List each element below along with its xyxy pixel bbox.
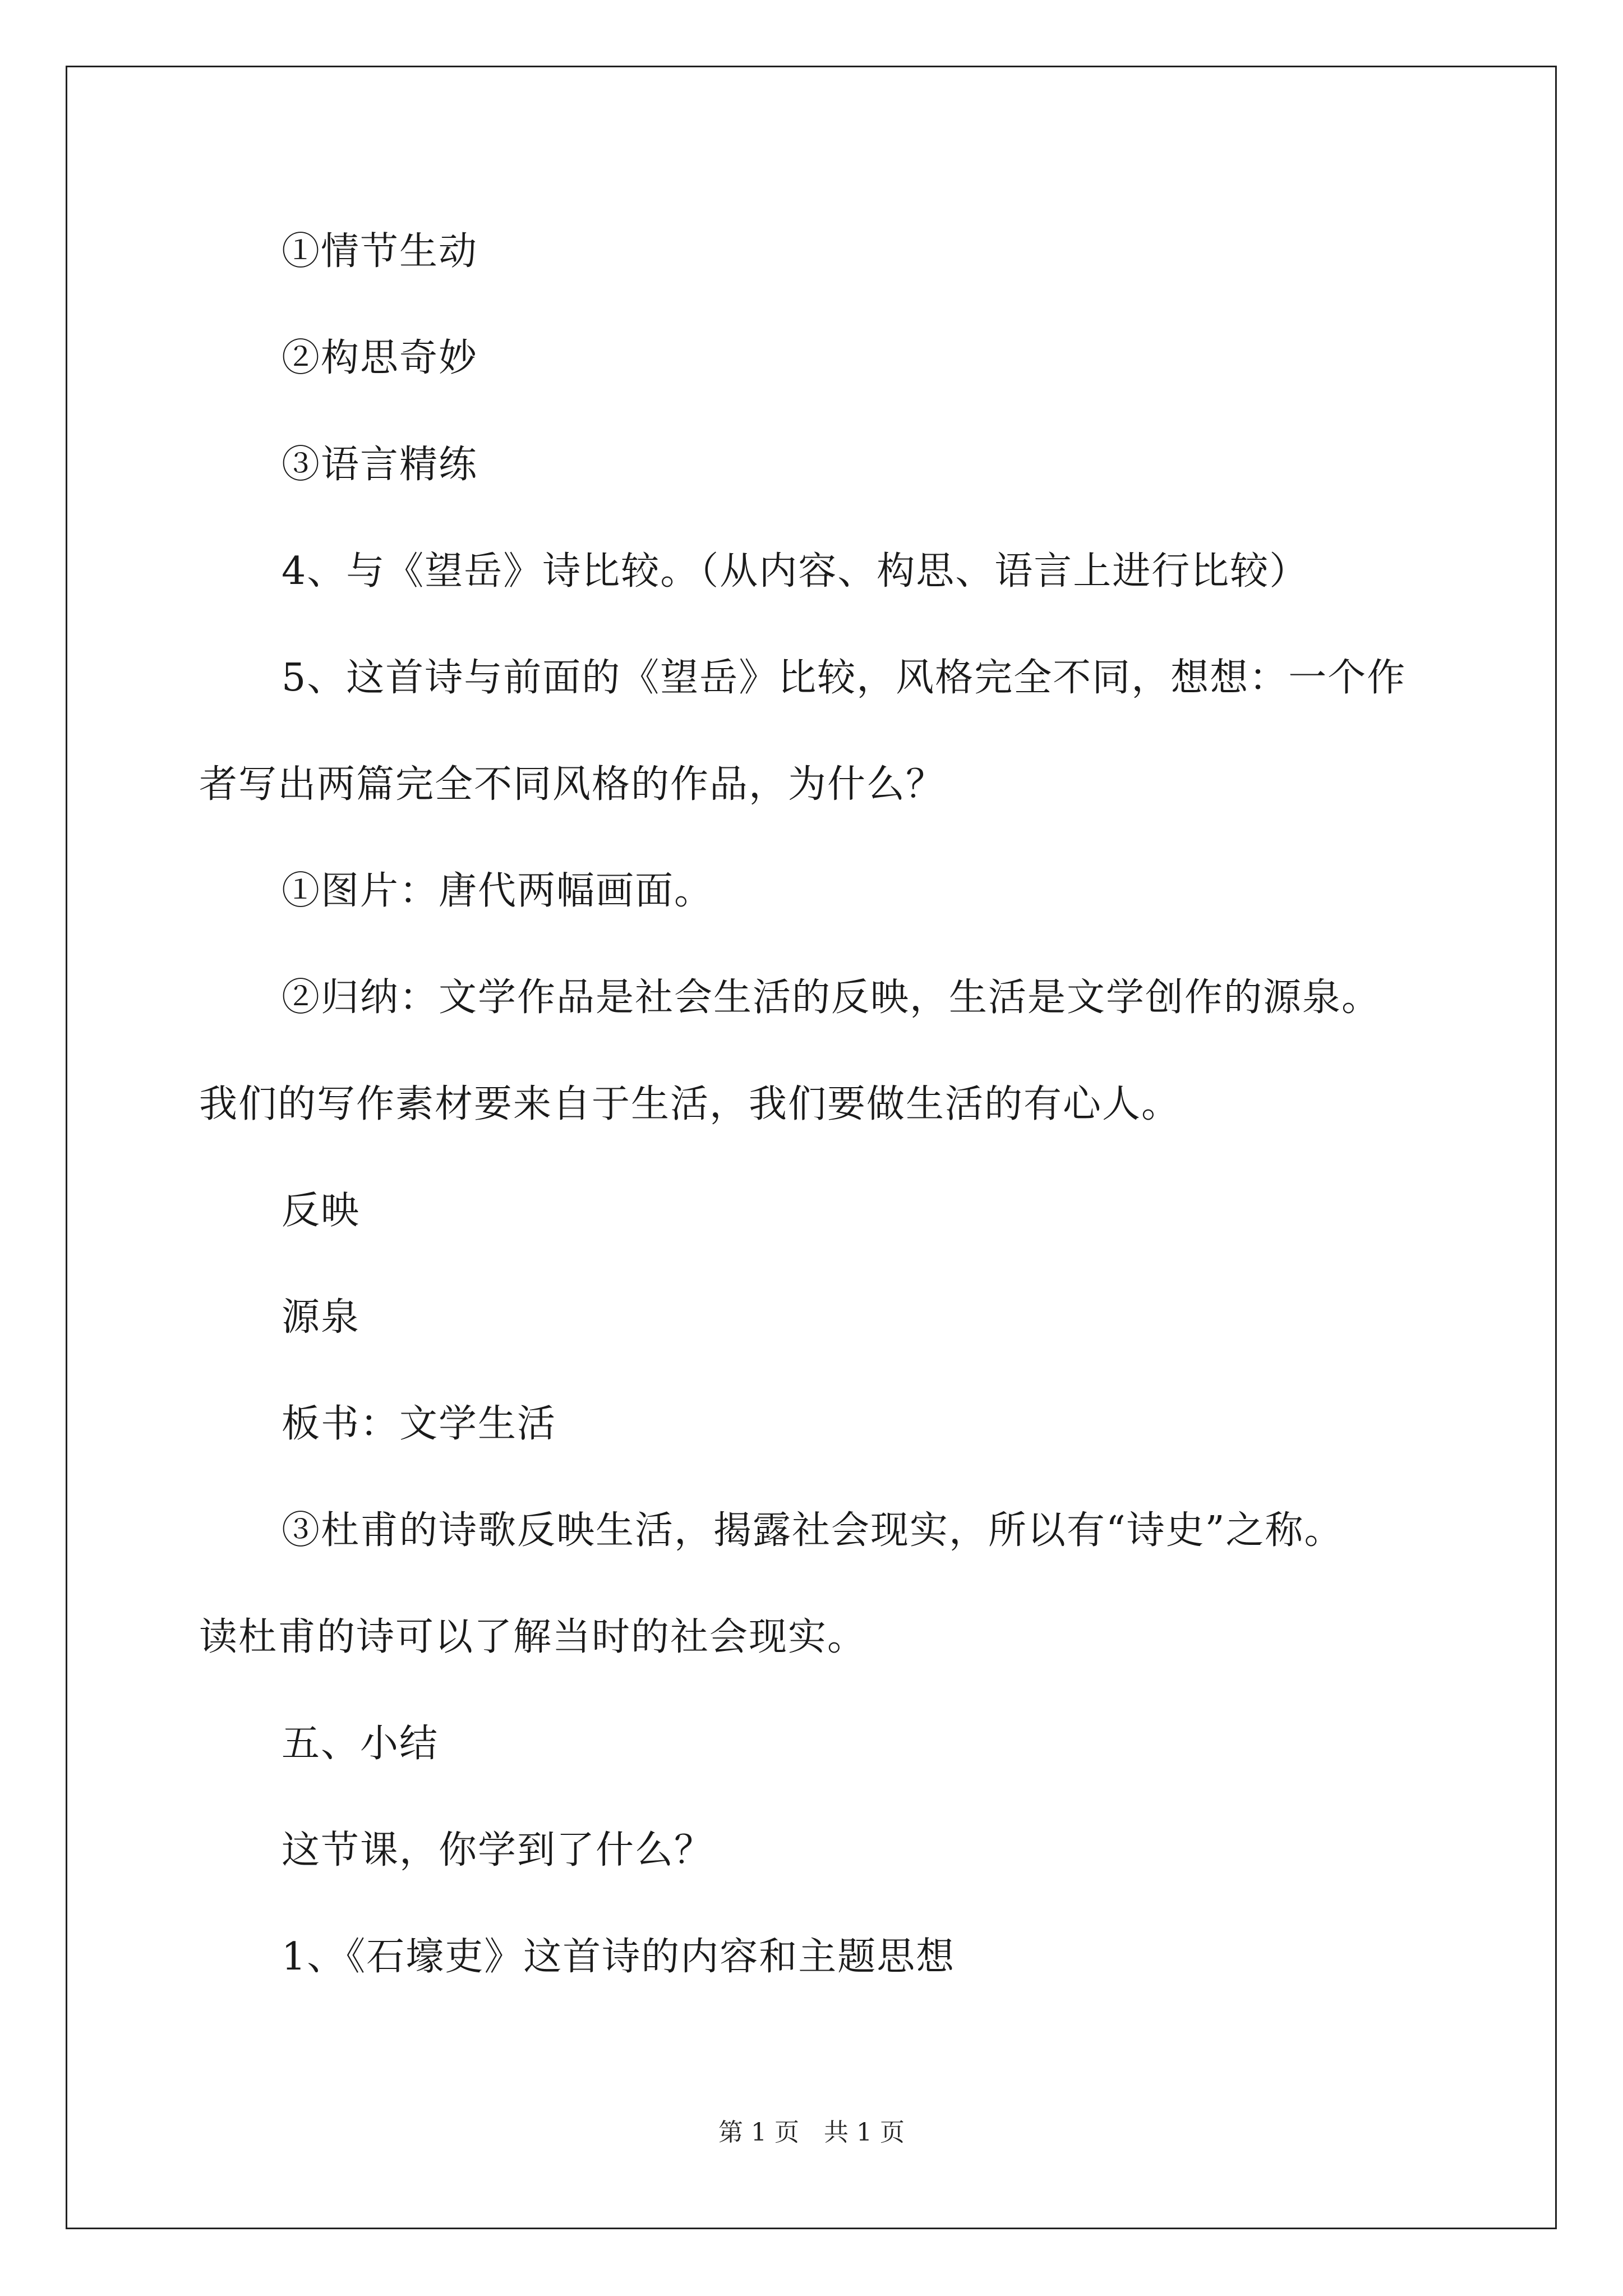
- paragraph-continuation: 者写出两篇完全不同风格的作品，为什么？: [199, 762, 946, 807]
- paragraph: ①情节生动: [282, 229, 478, 274]
- paragraph: 4、与《望岳》诗比较。（从内容、构思、语言上进行比较）: [282, 549, 1309, 593]
- paragraph: ①图片：唐代两幅画面。: [282, 869, 714, 913]
- paragraph: ③语言精练: [282, 443, 478, 487]
- paragraph: 板书：文学生活: [282, 1402, 557, 1446]
- paragraph: ③杜甫的诗歌反映生活，揭露社会现实，所以有“诗史”之称。: [282, 1508, 1344, 1553]
- page-border: [66, 66, 1557, 2229]
- paragraph-continuation: 读杜甫的诗可以了解当时的社会现实。: [199, 1615, 867, 1659]
- paragraph: 5、这首诗与前面的《望岳》比较，风格完全不同，想想：一个作: [282, 656, 1407, 700]
- paragraph: 这节课，你学到了什么？: [282, 1828, 714, 1872]
- paragraph: 源泉: [282, 1295, 361, 1340]
- section-heading: 五、小结: [282, 1722, 439, 1766]
- paragraph: ②构思奇妙: [282, 336, 478, 380]
- paragraph-continuation: 我们的写作素材要来自于生活，我们要做生活的有心人。: [199, 1082, 1181, 1126]
- paragraph: 1、《石壕吏》这首诗的内容和主题思想: [282, 1935, 956, 1979]
- page-number-footer: 第 1 页 共 1 页: [718, 2118, 905, 2147]
- paragraph: 反映: [282, 1189, 361, 1233]
- paragraph: ②归纳：文学作品是社会生活的反映，生活是文学创作的源泉。: [282, 976, 1381, 1020]
